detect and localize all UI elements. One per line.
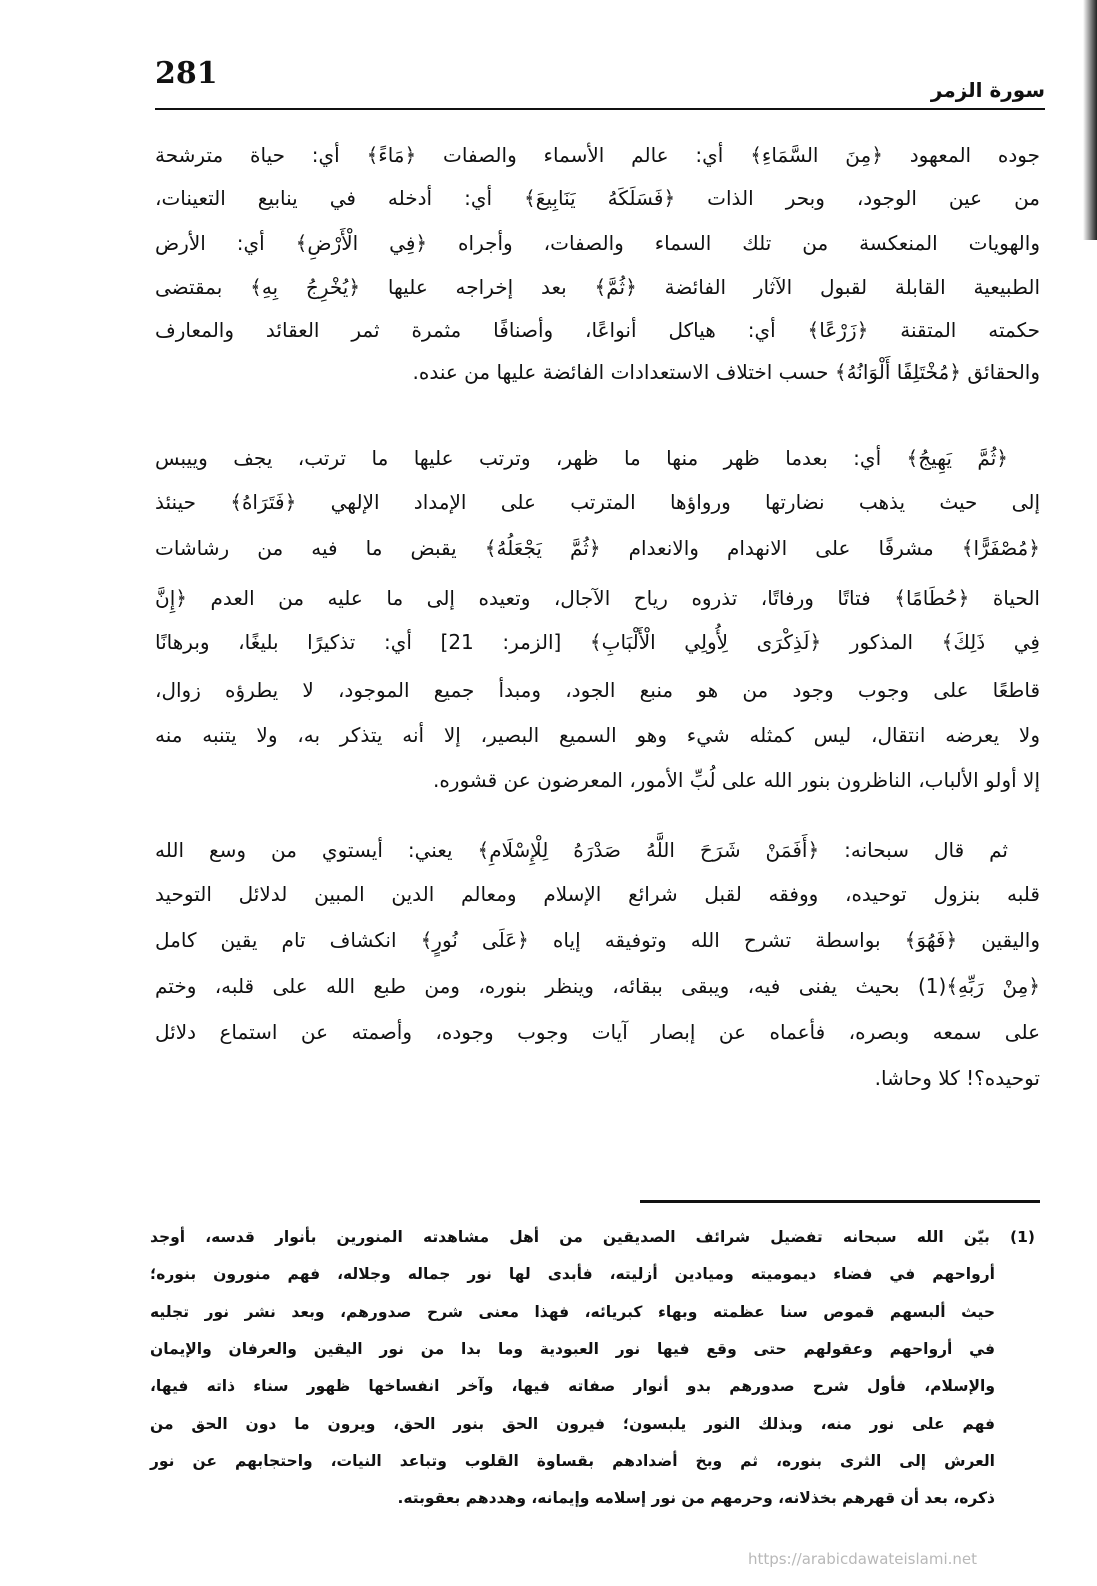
text-line: واليقين ﴿فَهُوَ﴾ بواسطة تشرح الله وتوفيقه إياه ﴿عَلَى نُورٍ﴾ انكشاف تام يقين كامل (155, 928, 1040, 952)
text-line: قلبه بنزول توحيده، ووفقه لقبل شرائع الإسلام ومعالم الدين المبين لدلائل التوحيد (155, 882, 1040, 906)
footnote-line: العرش إلى الثرى بنوره، ثم وبخ أضدادهم بقساوة القلوب وتباعد النيات، واحتجابهم عن نور (150, 1451, 995, 1470)
footnote-line: فهم على نور منه، وبذلك النور يلبسون؛ فيرون الحق بنور الحق، ويرون ما دون الحق من (150, 1414, 995, 1433)
text-line: ﴿ثُمَّ يَهِيجُ﴾ أي: بعدما ظهر منها ما ظهر، وترتب عليها ما ترتب، يجف وييبس (155, 446, 1008, 470)
page-number: 281 (155, 56, 218, 91)
text-line: توحيده؟! كلا وحاشا. (874, 1066, 1040, 1090)
footnote-line: في أرواحهم وعقولهم حتى وقع فيها نور العبودية وما بدا من نور اليقين والعرفان والإيمان (150, 1339, 995, 1358)
scan-edge-shadow (1083, 0, 1097, 240)
text-line: ولا يعرضه انتقال، ليس كمثله شيء وهو السميع البصير، إلا أنه يتذكر به، ولا يتنبه منه (155, 723, 1040, 747)
text-line: والحقائق ﴿مُخْتَلِفًا أَلْوَانُهُ﴾ حسب اختلاف الاستعدادات الفائضة عليها من عنده. (412, 360, 1040, 384)
text-line: ثم قال سبحانه: ﴿أَفَمَنْ شَرَحَ اللَّهُ صَدْرَهُ لِلْإِسْلَامِ﴾ يعني: أيستوي من وسع الله (155, 838, 1008, 862)
text-line: الحياة ﴿حُطَامًا﴾ فتاتًا ورفاتًا، تذروه رياح الآجال، وتعيده إلى ما عليه من العدم ﴿إِنَّ (155, 586, 1040, 610)
text-line: والهويات المنعكسة من تلك السماء والصفات، وأجراه ﴿فِي الْأَرْضِ﴾ أي: الأرض (155, 231, 1040, 255)
footnote-line: حيث ألبسهم قموص سنا عظمته وبهاء كبريائه، فهذا معنى شرح صدورهم، وبعد نشر نور تجليه (150, 1302, 995, 1321)
text-line: إلا أولو الألباب، الناظرون بنور الله على لُبِّ الأمور، المعرضون عن قشوره. (432, 768, 1040, 792)
footnote-rule (640, 1200, 1040, 1203)
text-line: إلى حيث يذهب نضارتها ورواؤها المترتب على الإمداد الإلهي ﴿فَتَرَاهُ﴾ حينئذ (155, 490, 1040, 514)
footnote-line: ذكره، بعد أن قهرهم بخذلانه، وحرمهم من نور إسلامه وإيمانه، وهددهم بعقوبته. (397, 1489, 995, 1508)
watermark: https://arabicdawateislami.net (747, 1550, 977, 1568)
header-rule (155, 108, 1045, 110)
text-line: ﴿مُصْفَرًّا﴾ مشرفًا على الانهدام والانعدام ﴿ثُمَّ يَجْعَلُهُ﴾ يقبض ما فيه من رشاشات (155, 536, 1040, 560)
footnote-line: والإسلام، فأول شرح صدورهم بدو أنوار صفاته فيها، وآخر انفساخها ظهور سناء ذاته فيها، (150, 1377, 995, 1396)
text-line: حكمته المتقنة ﴿زَرْعًا﴾ أي: هياكل أنواعًا، وأصنافًا مثمرة ثمر العقائد والمعارف (155, 318, 1040, 342)
text-line: فِي ذَلِكَ﴾ المذكور ﴿لَذِكْرَى لِأُولِي الْأَلْبَابِ﴾ [الزمر: 21] أي: تذكيرًا بليغًا، وبرهانًا (155, 630, 1040, 654)
text-line: ﴿مِنْ رَبِّهِ﴾(1) بحيث يفنى فيه، ويبقى ببقائه، وينظر بنوره، ومن طبع الله على قلبه، وختم (155, 974, 1040, 998)
text-line: جوده المعهود ﴿مِنَ السَّمَاءِ﴾ أي: عالم الأسماء والصفات ﴿مَاءً﴾ أي: حياة مترشحة (155, 143, 1040, 167)
text-line: قاطعًا على وجوب وجود من هو منبع الجود، ومبدأ جميع الموجود، لا يطرؤه زوال، (155, 678, 1040, 702)
text-line: الطبيعية القابلة لقبول الآثار الفائضة ﴿ثُمَّ﴾ بعد إخراجه عليها ﴿يُخْرِجُ بِهِ﴾ بمقتضى (155, 275, 1040, 299)
footnote-line: أرواحهم في فضاء ديموميته وميادين أزليته، فأبدى لها نور جماله وجلاله، فهم منورون بنوره؛ (150, 1265, 995, 1284)
text-line: على سمعه وبصره، فأعماه عن إبصار آيات وجوب وجوده، وأصمته عن استماع دلائل (155, 1020, 1040, 1044)
surah-title: سورة الزمر (930, 78, 1045, 102)
footnote-line: (1) بيّن الله سبحانه تفضيل شرائف الصديقين من أهل مشاهدته المنورين بأنوار قدسه، أوجد (150, 1228, 1035, 1246)
text-line: من عين الوجود، وبحر الذات ﴿فَسَلَكَهُ يَنَابِيعَ﴾ أي: أدخله في ينابيع التعينات، (155, 186, 1040, 210)
